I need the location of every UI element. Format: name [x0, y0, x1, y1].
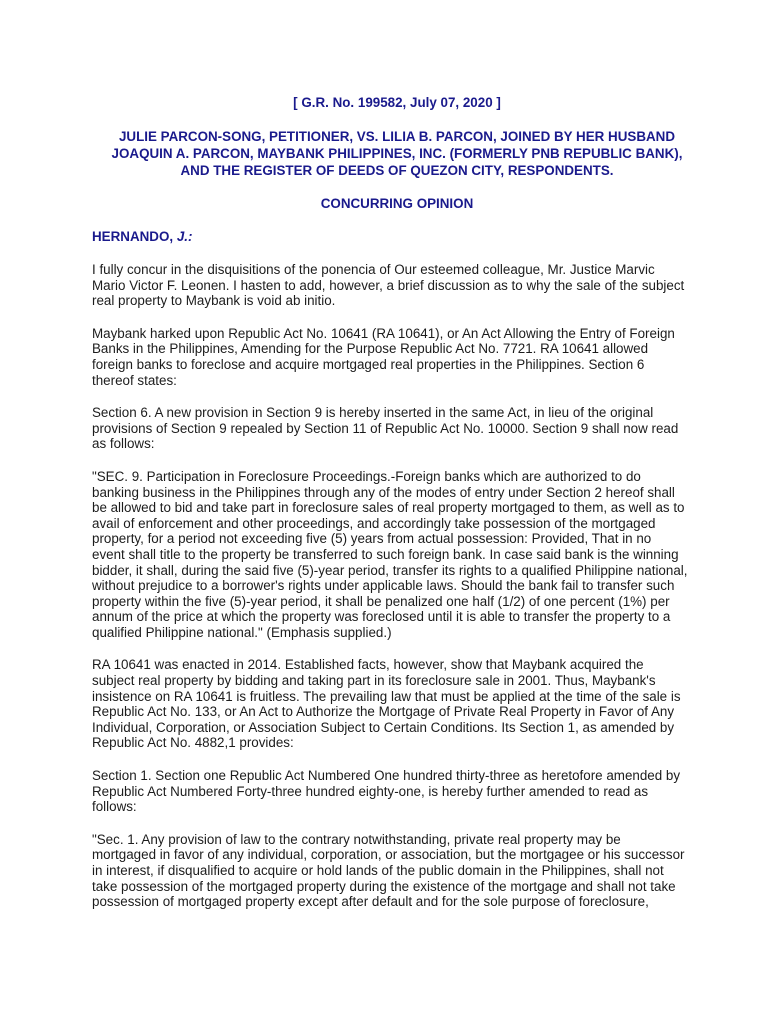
paragraph-4: "SEC. 9. Participation in Foreclosure Proceedings.-Foreign banks which are authorized to do banking business in the Philippines through any of the modes of entry under Section 2 hereof shall be allowed to bid and take part in foreclosure sales of real property mortgaged to them, as well as to avail of enforcement and other proceedings, and accordingly take possession of the mortgaged property, for a period not exceeding five (5) years from actual possession: Provided, That in no event shall title to the property be transferred to such foreign bank. In case said bank is the winning bidder, it shall, during the said five (5)-year period, transfer its rights to a qualified Philippine national, without prejudice to a borrower's rights under applicable laws. Should the bank fail to transfer such property within the five (5)-year period, it shall be penalized one half (1/2) of one percent (1%) per annum of the price at which the property was foreclosed until it is able to transfer the property to a qualified Philippine national." (Emphasis supplied.) — [92, 468, 688, 640]
author-initial: J.: — [176, 229, 193, 244]
opinion-author — [92, 228, 702, 245]
paragraph-2: Maybank harked upon Republic Act No. 10641 (RA 10641), or An Act Allowing the Entry of Foreign Banks in the Philippines, Amending for the Purpose Republic Act No. 7721. RA 10641 allowed foreign banks to foreclose and acquire mortgaged real properties in the Philippines. Section 6 thereof states: — [92, 325, 675, 388]
case-number: [ G.R. No. 199582, July 07, 2020 ] — [293, 95, 501, 110]
paragraph-7: "Sec. 1. Any provision of law to the contrary notwithstanding, private real property may be mortgaged in favor of any individual, corporation, or association, but the mortgagee or his successor in interest, if disqualified to acquire or hold lands of the public domain in the Philippines, shall not take possession of the mortgaged property during the existence of the mortgage and shall not take possession of mortgaged property except after default and for the sole purpose of foreclosure, — [92, 831, 685, 910]
paragraph-6: Section 1. Section one Republic Act Numbered One hundred thirty-three as heretofore amended by Republic Act Numbered Forty-three hundred eighty-one, is hereby further amended to read as follows: — [92, 768, 681, 815]
author-name: HERNANDO, — [92, 229, 177, 244]
case-title: JULIE PARCON-SONG, PETITIONER, VS. LILIA B. PARCON, JOINED BY HER HUSBAND JOAQUIN A. PARCON, MAYBANK PHILIPPINES, INC. (FORMERLY PNB REPUBLIC BANK), AND THE REGISTER OF DEEDS OF QUEZON CITY, RESPONDENTS. — [111, 129, 683, 178]
opinion-title: CONCURRING OPINION — [320, 196, 474, 211]
paragraph-5: RA 10641 was enacted in 2014. Established facts, however, show that Maybank acquired the subject real property by bidding and taking part in its foreclosure sale in 2001. Thus, Maybank's insistence on RA 10641 is fruitless. The prevailing law that must be applied at the time of the sale is Republic Act No. 133, or An Act to Authorize the Mortgage of Private Real Property in Favor of Any Individual, Corporation, or Association Subject to Certain Conditions. Its Section 1, as amended by Republic Act No. 4882,1 provides: — [92, 657, 681, 751]
paragraph-3: Section 6. A new provision in Section 9 is hereby inserted in the same Act, in lieu of the original provisions of Section 9 repealed by Section 11 of Republic Act No. 10000. Section 9 shall now read as follows: — [92, 405, 679, 452]
paragraph-1: I fully concur in the disquisitions of the ponencia of Our esteemed colleague, Mr. Justice Marvic Mario Victor F. Leonen. I hasten to add, however, a brief discussion as to why the sale of the subject real property to Maybank is void ab initio. — [92, 262, 685, 309]
document-body — [92, 94, 702, 927]
